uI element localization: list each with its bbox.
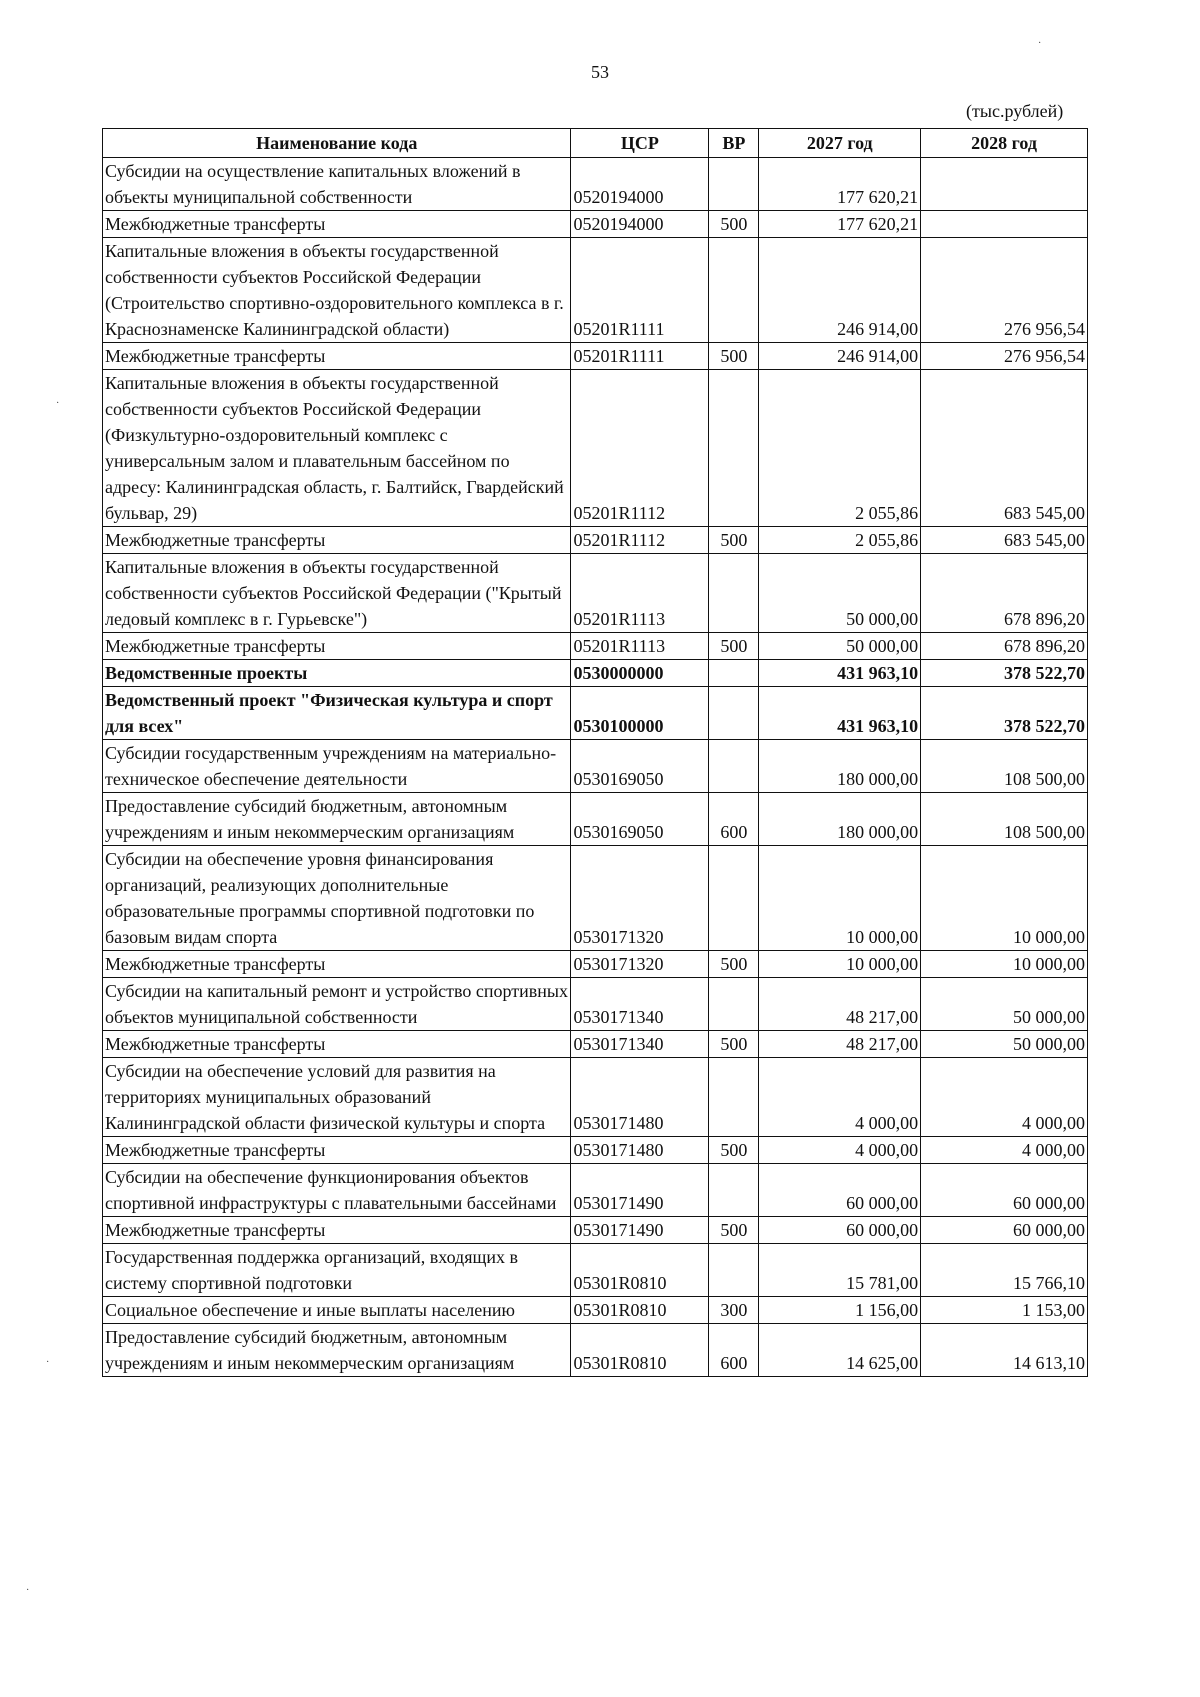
table-row [103, 846, 1088, 951]
cell-name: Межбюджетные трансферты [103, 951, 571, 978]
cell-name: Субсидии на капитальный ремонт и устройство спортивных объектов муниципальной собственности [103, 978, 571, 1031]
cell-2027: 2 055,86 [759, 370, 921, 527]
cell-csr: 05201R1111 [571, 343, 709, 370]
cell-2028: 10 000,00 [921, 951, 1088, 978]
cell-csr: 05201R1113 [571, 554, 709, 633]
cell-2027: 180 000,00 [759, 740, 921, 793]
cell-name: Субсидии государственным учреждениям на материально-техническое обеспечение деятельности [103, 740, 571, 793]
cell-2027: 14 625,00 [759, 1324, 921, 1377]
cell-2027: 246 914,00 [759, 343, 921, 370]
cell-csr: 0530169050 [571, 740, 709, 793]
table-row [103, 687, 1088, 740]
cell-csr: 0520194000 [571, 211, 709, 238]
cell-name: Капитальные вложения в объекты государственной собственности субъектов Российской Федерации (Физкультурно-оздоровительный комплекс с универсальным залом и плавательным бассейном по адресу: Калининградская область, г. Балтийск, Гвардейский бульвар, 29) [103, 370, 571, 527]
cell-csr: 0530100000 [571, 687, 709, 740]
header-name: Наименование кода [103, 129, 571, 158]
table-row [103, 158, 1088, 211]
table-row [103, 1244, 1088, 1297]
table-row [103, 527, 1088, 554]
cell-2028: 378 522,70 [921, 660, 1088, 687]
table-body [103, 158, 1088, 1377]
cell-csr: 05201R1113 [571, 633, 709, 660]
header-csr: ЦСР [571, 129, 709, 158]
cell-2027: 177 620,21 [759, 211, 921, 238]
cell-csr: 05201R1111 [571, 238, 709, 343]
cell-2028: 60 000,00 [921, 1164, 1088, 1217]
cell-2028: 1 153,00 [921, 1297, 1088, 1324]
cell-2028: 276 956,54 [921, 238, 1088, 343]
cell-csr: 0520194000 [571, 158, 709, 211]
cell-2028: 50 000,00 [921, 978, 1088, 1031]
cell-2028: 678 896,20 [921, 633, 1088, 660]
cell-name: Капитальные вложения в объекты государственной собственности субъектов Российской Федерации (Строительство спортивно-оздоровительного комплекса в г. Краснознаменске Калининградской области) [103, 238, 571, 343]
cell-vr [709, 238, 759, 343]
cell-csr: 05301R0810 [571, 1324, 709, 1377]
cell-vr [709, 846, 759, 951]
cell-name: Капитальные вложения в объекты государственной собственности субъектов Российской Федерации ("Крытый ледовый комплекс в г. Гурьевске") [103, 554, 571, 633]
cell-2028: 10 000,00 [921, 846, 1088, 951]
cell-name: Субсидии на обеспечение условий для развития на территориях муниципальных образований Калининградской области физической культуры и спорта [103, 1058, 571, 1137]
cell-vr: 500 [709, 951, 759, 978]
cell-csr: 0530169050 [571, 793, 709, 846]
cell-2028: 4 000,00 [921, 1137, 1088, 1164]
cell-2027: 50 000,00 [759, 554, 921, 633]
table-row [103, 1217, 1088, 1244]
cell-2027: 431 963,10 [759, 660, 921, 687]
cell-2028: 683 545,00 [921, 370, 1088, 527]
units-label: (тыс.рублей) [966, 101, 1064, 121]
cell-csr: 0530171490 [571, 1217, 709, 1244]
cell-vr: 500 [709, 1217, 759, 1244]
cell-vr [709, 978, 759, 1031]
cell-vr: 500 [709, 527, 759, 554]
cell-2027: 2 055,86 [759, 527, 921, 554]
header-2028: 2028 год [921, 129, 1088, 158]
table-row [103, 1058, 1088, 1137]
cell-vr [709, 370, 759, 527]
cell-vr [709, 554, 759, 633]
cell-csr: 05301R0810 [571, 1297, 709, 1324]
cell-name: Межбюджетные трансферты [103, 343, 571, 370]
cell-2027: 48 217,00 [759, 978, 921, 1031]
cell-vr: 300 [709, 1297, 759, 1324]
cell-csr: 0530000000 [571, 660, 709, 687]
cell-vr: 500 [709, 633, 759, 660]
cell-2028: 60 000,00 [921, 1217, 1088, 1244]
cell-csr: 0530171320 [571, 951, 709, 978]
cell-name: Межбюджетные трансферты [103, 633, 571, 660]
cell-name: Ведомственный проект "Физическая культура и спорт для всех" [103, 687, 571, 740]
cell-2028: 14 613,10 [921, 1324, 1088, 1377]
cell-csr: 0530171340 [571, 1031, 709, 1058]
cell-vr: 500 [709, 1031, 759, 1058]
table-row [103, 343, 1088, 370]
cell-2027: 4 000,00 [759, 1137, 921, 1164]
budget-table [102, 128, 1088, 1377]
cell-2027: 60 000,00 [759, 1164, 921, 1217]
cell-vr: 600 [709, 793, 759, 846]
header-2027: 2027 год [759, 129, 921, 158]
cell-csr: 05201R1112 [571, 527, 709, 554]
table-row [103, 978, 1088, 1031]
cell-name: Государственная поддержка организаций, входящих в систему спортивной подготовки [103, 1244, 571, 1297]
cell-csr: 0530171480 [571, 1137, 709, 1164]
cell-vr [709, 1244, 759, 1297]
cell-2028 [921, 211, 1088, 238]
table-row [103, 740, 1088, 793]
table-row [103, 211, 1088, 238]
cell-2027: 1 156,00 [759, 1297, 921, 1324]
cell-vr [709, 740, 759, 793]
cell-name: Предоставление субсидий бюджетным, автономным учреждениям и иным некоммерческим организациям [103, 793, 571, 846]
cell-2027: 4 000,00 [759, 1058, 921, 1137]
cell-vr [709, 687, 759, 740]
cell-name: Социальное обеспечение и иные выплаты населению [103, 1297, 571, 1324]
cell-name: Субсидии на осуществление капитальных вложений в объекты муниципальной собственности [103, 158, 571, 211]
cell-csr: 0530171490 [571, 1164, 709, 1217]
cell-2027: 15 781,00 [759, 1244, 921, 1297]
cell-name: Межбюджетные трансферты [103, 1217, 571, 1244]
cell-2028: 678 896,20 [921, 554, 1088, 633]
table-row [103, 660, 1088, 687]
cell-vr [709, 660, 759, 687]
cell-name: Межбюджетные трансферты [103, 1031, 571, 1058]
cell-vr: 500 [709, 211, 759, 238]
scan-speck: · [1038, 38, 1042, 49]
cell-vr: 600 [709, 1324, 759, 1377]
cell-csr: 0530171480 [571, 1058, 709, 1137]
table-row [103, 793, 1088, 846]
cell-2027: 50 000,00 [759, 633, 921, 660]
cell-vr [709, 1164, 759, 1217]
table-row [103, 633, 1088, 660]
scan-speck: · [46, 1357, 50, 1368]
cell-name: Субсидии на обеспечение функционирования объектов спортивной инфраструктуры с плавательными бассейнами [103, 1164, 571, 1217]
page-number: 53 [591, 62, 609, 82]
header-vr: ВР [709, 129, 759, 158]
cell-2027: 431 963,10 [759, 687, 921, 740]
cell-2027: 177 620,21 [759, 158, 921, 211]
cell-csr: 0530171320 [571, 846, 709, 951]
table-row [103, 554, 1088, 633]
table-row [103, 1164, 1088, 1217]
cell-2027: 246 914,00 [759, 238, 921, 343]
cell-name: Межбюджетные трансферты [103, 1137, 571, 1164]
cell-2027: 10 000,00 [759, 846, 921, 951]
table-row [103, 1297, 1088, 1324]
table-row [103, 370, 1088, 527]
cell-2028: 108 500,00 [921, 793, 1088, 846]
cell-name: Межбюджетные трансферты [103, 211, 571, 238]
scan-speck: · [56, 398, 60, 409]
table-row [103, 1137, 1088, 1164]
cell-2028 [921, 158, 1088, 211]
cell-name: Предоставление субсидий бюджетным, автономным учреждениям и иным некоммерческим организациям [103, 1324, 571, 1377]
cell-2028: 108 500,00 [921, 740, 1088, 793]
cell-2028: 276 956,54 [921, 343, 1088, 370]
cell-csr: 05201R1112 [571, 370, 709, 527]
cell-2028: 15 766,10 [921, 1244, 1088, 1297]
table-row [103, 951, 1088, 978]
cell-2027: 180 000,00 [759, 793, 921, 846]
cell-name: Ведомственные проекты [103, 660, 571, 687]
cell-vr: 500 [709, 343, 759, 370]
cell-2028: 4 000,00 [921, 1058, 1088, 1137]
cell-2027: 10 000,00 [759, 951, 921, 978]
cell-name: Субсидии на обеспечение уровня финансирования организаций, реализующих дополнительные образовательные программы спортивной подготовки по базовым видам спорта [103, 846, 571, 951]
cell-name: Межбюджетные трансферты [103, 527, 571, 554]
cell-csr: 05301R0810 [571, 1244, 709, 1297]
table-header-row [103, 129, 1088, 158]
table-row [103, 1324, 1088, 1377]
cell-vr [709, 158, 759, 211]
cell-2027: 60 000,00 [759, 1217, 921, 1244]
cell-2027: 48 217,00 [759, 1031, 921, 1058]
table-row [103, 238, 1088, 343]
table-row [103, 1031, 1088, 1058]
cell-vr: 500 [709, 1137, 759, 1164]
scan-speck: · [26, 1585, 30, 1596]
cell-2028: 683 545,00 [921, 527, 1088, 554]
cell-vr [709, 1058, 759, 1137]
cell-2028: 378 522,70 [921, 687, 1088, 740]
cell-2028: 50 000,00 [921, 1031, 1088, 1058]
cell-csr: 0530171340 [571, 978, 709, 1031]
